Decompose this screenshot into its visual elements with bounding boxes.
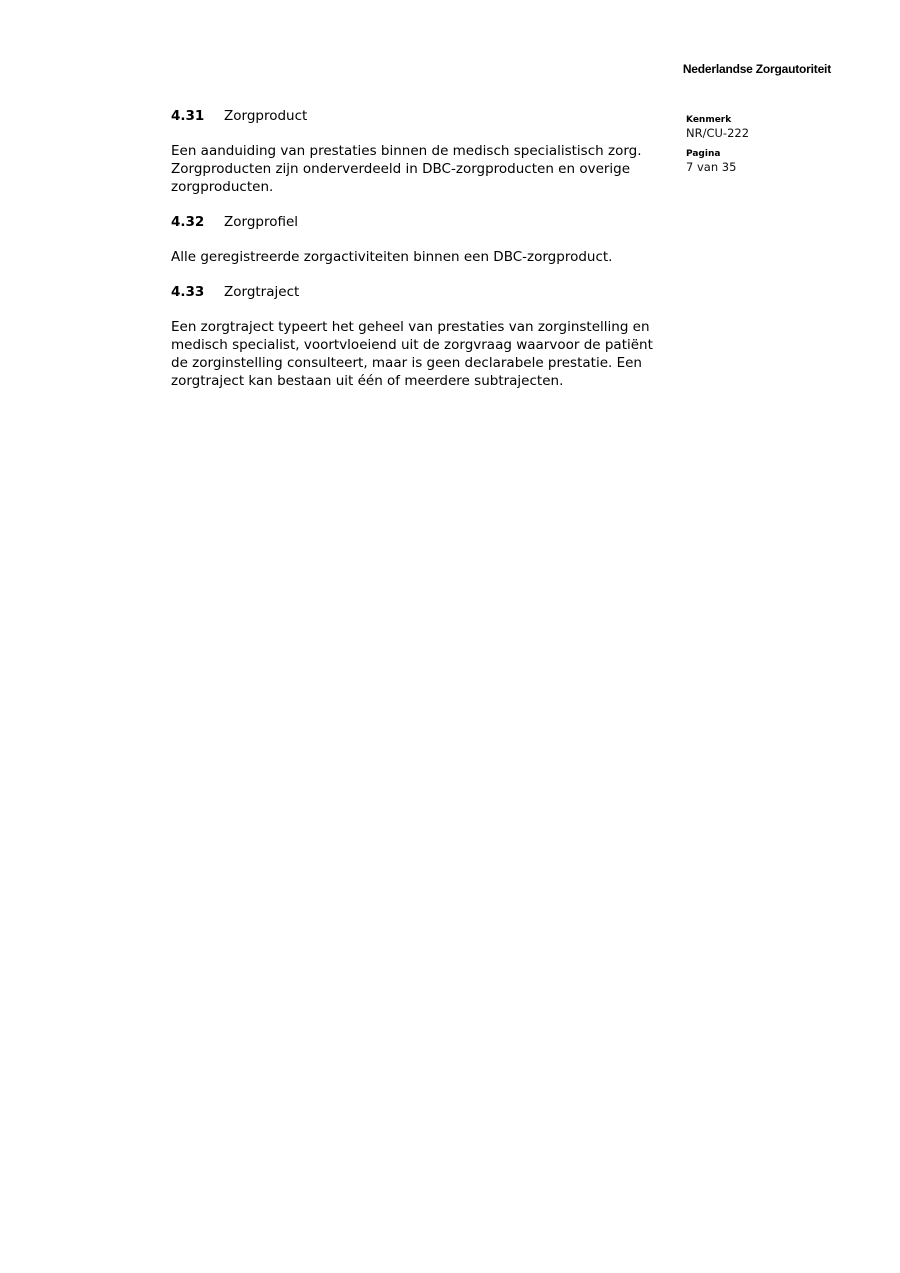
section-title: Zorgproduct: [224, 108, 308, 124]
organization-name: Nederlandse Zorgautoriteit: [682, 62, 831, 76]
section-heading: [171, 107, 671, 125]
section-number: 4.33: [171, 284, 205, 300]
paragraph-line: Alle geregistreerde zorgactiviteiten binnen een DBC-zorgproduct.: [171, 249, 613, 265]
paragraph-line: Een zorgtraject typeert het geheel van prestaties van zorginstelling en: [171, 319, 650, 335]
section-title: Zorgtraject: [224, 284, 300, 300]
kenmerk-value: NR/CU-222: [686, 126, 750, 140]
pagina-value: 7 van 35: [686, 160, 737, 174]
kenmerk-label: Kenmerk: [686, 115, 732, 125]
section-paragraph: [171, 318, 671, 390]
paragraph-line: zorgproducten.: [171, 179, 274, 195]
paragraph-line: zorgtraject kan bestaan uit één of meerdere subtrajecten.: [171, 373, 564, 389]
paragraph-line: Een aanduiding van prestaties binnen de medisch specialistisch zorg.: [171, 143, 642, 159]
section-paragraph: [171, 248, 671, 266]
document-meta: [686, 114, 836, 174]
section-4-33: [171, 283, 671, 390]
section-4-32: [171, 213, 671, 266]
section-title: Zorgprofiel: [224, 214, 299, 230]
document-body: [171, 107, 671, 407]
pagina-label: Pagina: [686, 149, 721, 159]
section-paragraph: [171, 142, 671, 196]
section-heading: [171, 283, 671, 301]
paragraph-line: medisch specialist, voortvloeiend uit de zorgvraag waarvoor de patiënt: [171, 337, 653, 353]
paragraph-line: de zorginstelling consulteert, maar is geen declarabele prestatie. Een: [171, 355, 642, 371]
section-number: 4.32: [171, 214, 205, 230]
section-number: 4.31: [171, 108, 205, 124]
section-heading: [171, 213, 671, 231]
paragraph-line: Zorgproducten zijn onderverdeeld in DBC-zorgproducten en overige: [171, 161, 631, 177]
section-4-31: [171, 107, 671, 196]
